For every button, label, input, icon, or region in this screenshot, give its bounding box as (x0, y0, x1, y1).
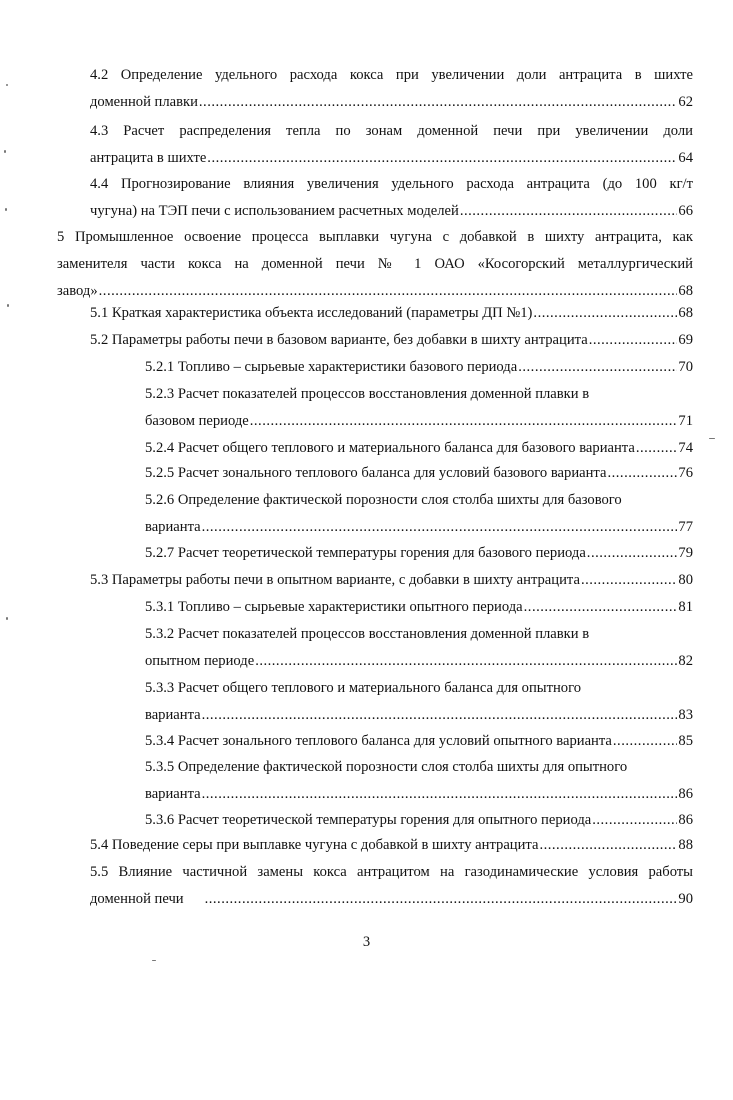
toc-entry-5-2[interactable] (90, 327, 693, 354)
scan-speck (6, 84, 8, 86)
scan-speck (7, 304, 9, 307)
dot-leader (539, 832, 677, 859)
toc-page-number: 86 (678, 786, 693, 802)
toc-entry-5-5[interactable] (90, 859, 693, 913)
toc-entry-text: 5.3.2 Расчет показателей процессов восстановления доменной плавки в (145, 626, 590, 642)
toc-page-number: 83 (678, 707, 693, 723)
toc-page-number: 74 (678, 440, 693, 456)
toc-entry-text: 5.2.1 Топливо – сырьевые характеристики базового периода (145, 359, 518, 375)
toc-page-number: 76 (678, 465, 693, 481)
toc-entry-text: 5.1 Краткая характеристика объекта исследований (параметры ДП №1) (90, 305, 533, 321)
toc-entry-text: завод» (57, 283, 98, 299)
page-number: 3 (362, 934, 371, 950)
toc-entry-text: 5.3.4 Расчет зонального теплового баланса для условий опытного варианта (145, 733, 612, 749)
toc-entry-5-3-5[interactable] (145, 754, 693, 808)
toc-page-number: 85 (678, 733, 693, 749)
toc-entry-4-3[interactable] (90, 118, 693, 172)
toc-entry-text: 5.2.3 Расчет показателей процессов восстановления доменной плавки в (145, 386, 590, 402)
dot-leader (205, 886, 678, 913)
dot-leader (202, 702, 678, 729)
toc-entry-5-3-2[interactable] (145, 621, 693, 675)
toc-entry-5-2-3[interactable] (145, 381, 693, 435)
toc-entry-5-3-4[interactable] (145, 728, 693, 755)
toc-page-number: 90 (678, 891, 693, 907)
toc-entry-text: 5.3.5 Определение фактической порозности слоя столба шихты для опытного (145, 759, 628, 775)
toc-entry-text: антрацита в шихте (90, 150, 207, 166)
scan-speck (5, 208, 7, 211)
toc-entry-text: 4.4 Прогнозирование влияния увеличения удельного расхода антрацита (до 100 кг/т (90, 176, 693, 192)
toc-entry-5-3[interactable] (90, 567, 693, 594)
toc-page-number: 71 (678, 413, 693, 429)
toc-page-number: 70 (678, 359, 693, 375)
toc-entry-5-2-4[interactable] (145, 435, 693, 462)
toc-entry-5[interactable] (57, 224, 693, 305)
toc-page-number: 64 (678, 150, 693, 166)
toc-entry-5-3-6[interactable] (145, 807, 693, 834)
toc-entry-text: 4.3 Расчет распределения тепла по зонам доменной печи при увеличении доли (90, 123, 693, 139)
toc-page-number: 77 (678, 519, 693, 535)
toc-entry-text: варианта (145, 519, 201, 535)
scan-speck (152, 960, 156, 961)
dot-leader (199, 89, 678, 116)
toc-entry-text: варианта (145, 707, 201, 723)
dot-leader (607, 460, 677, 487)
toc-entry-5-2-7[interactable] (145, 540, 693, 567)
toc-page-number: 62 (678, 94, 693, 110)
dot-leader (613, 728, 678, 755)
toc-entry-text: 5.2.5 Расчет зонального теплового баланса для условий базового варианта (145, 465, 607, 481)
toc-entry-text: 5.3.6 Расчет теоретической температуры горения для опытного периода (145, 812, 592, 828)
dot-leader (581, 567, 677, 594)
dot-leader (636, 435, 678, 462)
toc-entry-text: базовом периоде (145, 413, 249, 429)
scan-speck (6, 617, 8, 620)
dot-leader (589, 327, 678, 354)
toc-entry-5-3-3[interactable] (145, 675, 693, 729)
toc-page-number: 82 (678, 653, 693, 669)
toc-entry-4-4[interactable] (90, 171, 693, 225)
toc-entry-text: 5.2.4 Расчет общего теплового и материального баланса для базового варианта (145, 440, 635, 456)
dot-leader (250, 408, 678, 435)
toc-entry-text: опытном периоде (145, 653, 255, 669)
dot-leader (592, 807, 677, 834)
toc-page-number: 66 (678, 203, 693, 219)
toc-entry-text: 5.2.7 Расчет теоретической температуры горения для базового периода (145, 545, 586, 561)
toc-entry-text: 5.3 Параметры работы печи в опытном варианте, с добавки в шихту антрацита (90, 572, 580, 588)
toc-entry-text: 5.4 Поведение серы при выплавке чугуна с добавкой в шихту антрацита (90, 837, 539, 853)
toc-entry-text: варианта (145, 786, 201, 802)
toc-entry-text: заменителя части кокса на доменной печи № 1 ОАО «Косогорский металлургический (57, 256, 693, 272)
dot-leader (460, 198, 678, 225)
toc-page-number: 69 (678, 332, 693, 348)
toc-entry-text: чугуна) на ТЭП печи с использованием расчетных моделей (90, 203, 459, 219)
toc-page-number: 86 (678, 812, 693, 828)
toc-page-number: 80 (678, 572, 693, 588)
dot-leader (518, 354, 677, 381)
toc-entry-5-2-1[interactable] (145, 354, 693, 381)
toc-entry-5-2-6[interactable] (145, 487, 693, 541)
dot-leader (255, 648, 677, 675)
scan-speck (709, 438, 715, 439)
toc-entry-text: 5.3.3 Расчет общего теплового и материального баланса для опытного (145, 680, 582, 696)
dot-leader (202, 514, 678, 541)
toc-entry-5-3-1[interactable] (145, 594, 693, 621)
toc-entry-5-2-5[interactable] (145, 460, 693, 487)
toc-page-number: 79 (678, 545, 693, 561)
toc-page-number: 88 (678, 837, 693, 853)
toc-entry-text: 5.3.1 Топливо – сырьевые характеристики опытного периода (145, 599, 523, 615)
toc-entry-5-4[interactable] (90, 832, 693, 859)
dot-leader (524, 594, 678, 621)
toc-entry-text: доменной плавки (90, 94, 198, 110)
toc-page-number: 81 (678, 599, 693, 615)
toc-entry-text: 4.2 Определение удельного расхода кокса при увеличении доли антрацита в шихте (90, 67, 693, 83)
dot-leader (587, 540, 678, 567)
dot-leader (533, 300, 677, 327)
toc-entry-text: 5.2.6 Определение фактической порозности слоя столба шихты для базового (145, 492, 622, 508)
toc-entry-text: 5.2 Параметры работы печи в базовом варианте, без добавки в шихту антрацита (90, 332, 588, 348)
toc-page-number: 68 (678, 305, 693, 321)
toc-page-number: 68 (678, 283, 693, 299)
dot-leader (207, 145, 677, 172)
toc-entry-text: доменной печи (90, 891, 184, 907)
toc-entry-4-2[interactable] (90, 62, 693, 116)
toc-entry-5-1[interactable] (90, 300, 693, 327)
scan-speck (4, 150, 6, 153)
toc-entry-text: 5 Промышленное освоение процесса выплавки чугуна с добавкой в шихту антрацита, как (57, 229, 693, 245)
dot-leader (202, 781, 678, 808)
toc-entry-text: 5.5 Влияние частичной замены кокса антрацитом на газодинамические условия работы (90, 864, 693, 880)
